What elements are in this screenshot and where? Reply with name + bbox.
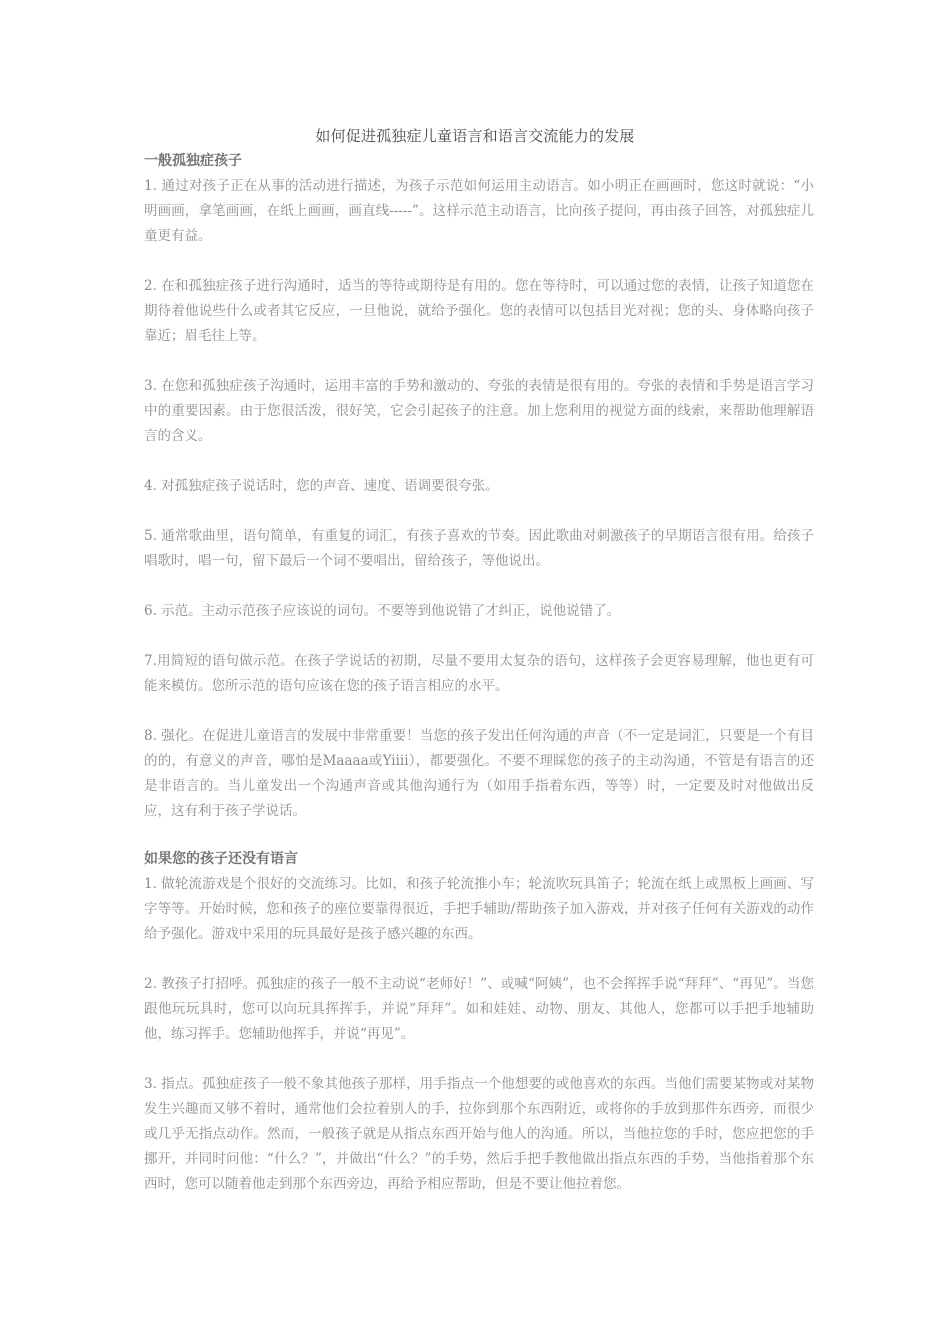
paragraph: 1. 做轮流游戏是个很好的交流练习。比如，和孩子轮流推小车；轮流吹玩具笛子；轮流在纸上或黑板上画画、写字等等。开始时候，您和孩子的座位要靠得很近，手把手辅助/帮助孩子加入游戏，并对孩子任何有关游戏的动作给予强化。游戏中采用的玩具最好是孩子感兴趣的东西。 xyxy=(144,876,814,942)
section-heading: 一般孤独症孩子 xyxy=(144,153,242,169)
paragraph: 3. 指点。孤独症孩子一般不象其他孩子那样，用手指点一个他想要的或他喜欢的东西。当他们需要某物或对某物发生兴趣而又够不着时，通常他们会拉着别人的手，拉你到那个东西附近，或将你的手放到那件东西旁，而很少或几乎无指点动作。然而，一般孩子就是从指点东西开始与他人的沟通。所以，当他拉您的手时，您应把您的手挪开，并同时问他：“什么？”，并做出“什么？”的手势，然后手把手教他做出指点东西的手势，当他指着那个东西时，您可以随着他走到那个东西旁边，再给予相应帮助，但是不要让他拉着您。 xyxy=(144,1076,814,1192)
paragraph: 7.用简短的语句做示范。在孩子学说话的初期，尽量不要用太复杂的语句，这样孩子会更容易理解，他也更有可能来模仿。您所示范的语句应该在您的孩子语言相应的水平。 xyxy=(144,653,814,694)
paragraph: 8. 强化。在促进儿童语言的发展中非常重要！当您的孩子发出任何沟通的声音（不一定是词汇，只要是一个有目的的，有意义的声音，哪怕是Maaaa或Yiiii），都要强化。不要不理睬您的孩子的主动沟通，不管是有语言的还是非语言的。当儿童发出一个沟通声音或其他沟通行为（如用手指着东西，等等）时，一定要及时对他做出反应，这有利于孩子学说话。 xyxy=(144,728,814,819)
document-body xyxy=(144,149,814,1197)
paragraph: 5. 通常歌曲里，语句简单，有重复的词汇，有孩子喜欢的节奏。因此歌曲对刺激孩子的早期语言很有用。给孩子唱歌时，唱一句，留下最后一个词不要唱出，留给孩子，等他说出。 xyxy=(144,528,814,569)
paragraph: 6. 示范。主动示范孩子应该说的词句。不要等到他说错了才纠正，说他说错了。 xyxy=(144,603,621,619)
paragraph: 1. 通过对孩子正在从事的活动进行描述，为孩子示范如何运用主动语言。如小明正在画画时，您这时就说：“小明画画，拿笔画画，在纸上画画，画直线-----”。这样示范主动语言，比向孩子提问，再由孩子回答，对孤独症儿童更有益。 xyxy=(144,178,814,244)
paragraph: 2. 在和孤独症孩子进行沟通时，适当的等待或期待是有用的。您在等待时，可以通过您的表情，让孩子知道您在期待着他说些什么或者其它反应，一旦他说，就给予强化。您的表情可以包括目光对视；您的头、身体略向孩子靠近；眉毛往上等。 xyxy=(144,278,814,344)
section-heading: 如果您的孩子还没有语言 xyxy=(144,851,298,867)
document-title: 如何促进孤独症儿童语言和语言交流能力的发展 xyxy=(315,127,635,145)
paragraph: 4. 对孤独症孩子说话时，您的声音、速度、语调要很夸张。 xyxy=(144,478,499,494)
paragraph: 2. 教孩子打招呼。孤独症的孩子一般不主动说“老师好！”、或喊“阿姨”，也不会挥挥手说“拜拜”、“再见”。当您跟他玩玩具时，您可以向玩具挥挥手，并说“拜拜”。如和娃娃、动物、朋友、其他人，您都可以手把手地辅助他，练习挥手。您辅助他挥手，并说“再见”。 xyxy=(144,976,814,1042)
paragraph: 3. 在您和孤独症孩子沟通时，运用丰富的手势和激动的、夸张的表情是很有用的。夸张的表情和手势是语言学习中的重要因素。由于您很活泼，很好笑，它会引起孩子的注意。加上您利用的视觉方面的线索，来帮助他理解语言的含义。 xyxy=(144,378,814,444)
